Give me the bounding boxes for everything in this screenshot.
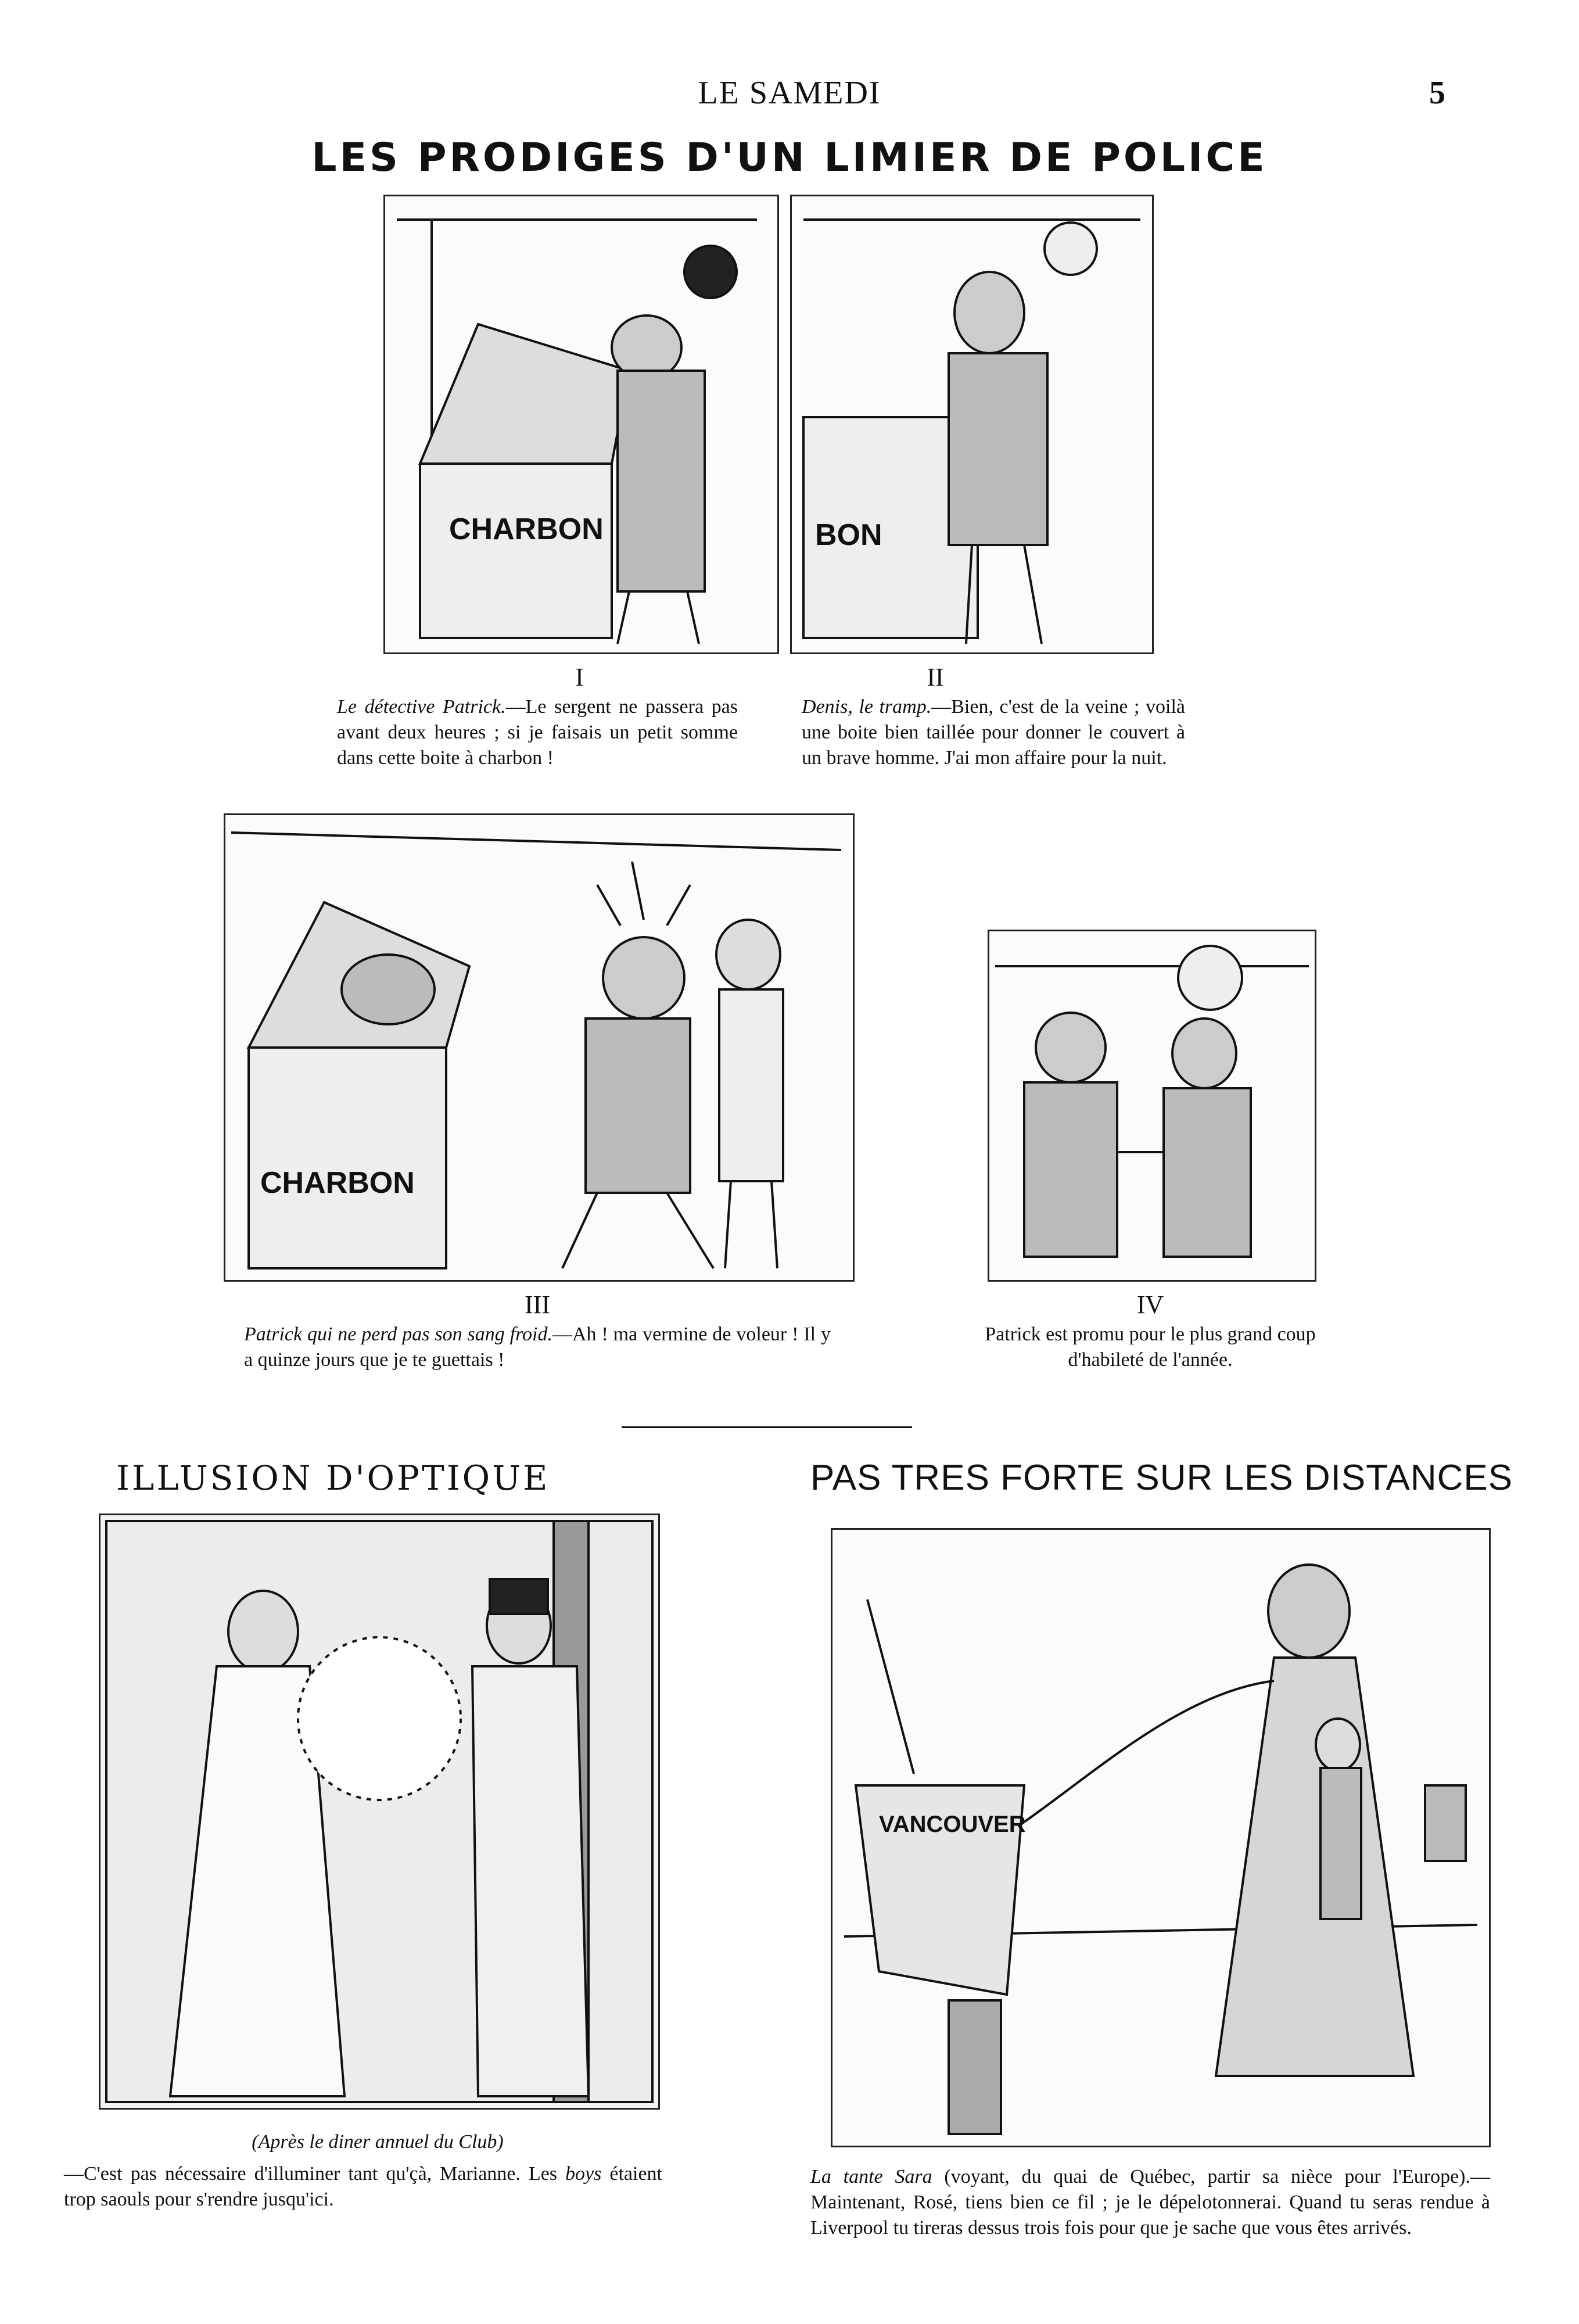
illusion-text-before: —C'est pas nécessaire d'illuminer tant qu'çà, Marianne. Les <box>64 2163 566 2185</box>
page-number: 5 <box>1429 75 1445 111</box>
panel-1-caption <box>337 694 738 771</box>
ship-name: VANCOUVER <box>879 1812 1026 1837</box>
panel-3-box-label: CHARBON <box>260 1166 415 1200</box>
panel-1-illustration <box>383 195 779 654</box>
panel-1-box-label: CHARBON <box>449 512 604 546</box>
distances-title: PAS TRES FORTE SUR LES DISTANCES <box>810 1458 1513 1498</box>
panel-2-numeral: II <box>927 663 944 691</box>
panel-3-illustration <box>224 813 855 1282</box>
panel-4-illustration <box>988 930 1316 1282</box>
distances-speaker: La tante Sara <box>810 2166 932 2187</box>
illusion-text-after: étaient trop saouls pour s'rendre jusqu'ici. <box>64 2163 662 2210</box>
panel-3-speaker: Patrick qui ne perd pas son sang froid. <box>244 1324 552 1345</box>
panel-2-caption <box>802 694 1185 771</box>
illusion-text-italic: boys <box>565 2163 602 2185</box>
illusion-illustration <box>99 1514 660 2110</box>
section-divider <box>622 1426 912 1428</box>
panel-4-numeral: IV <box>1136 1290 1164 1319</box>
panel-4-caption: Patrick est promu pour le plus grand coup d'habileté de l'année. <box>985 1324 1316 1371</box>
panel-2-speaker: Denis, le tramp. <box>802 696 932 718</box>
panel-2-box-label: BON <box>815 518 882 552</box>
panel-2-illustration <box>790 195 1154 654</box>
panel-3-numeral: III <box>525 1290 550 1319</box>
illusion-caption <box>64 2161 662 2212</box>
panel-3-text: —Ah ! ma vermine de voleur ! Il y a quinze jours que je te guettais ! <box>244 1324 831 1371</box>
distances-text: (voyant, du quai de Québec, partir sa nièce pour l'Europe).—Maintenant, Rosé, tiens bien ce fil ; je le dépelotonnerai. Quand tu seras rendue à Liverpool tu tireras dessus trois fois pour que je sache que vous êtes arrivés. <box>810 2166 1490 2239</box>
panel-2-text: —Bien, c'est de la veine ; voilà une boite bien taillée pour donner le couvert à un brave homme. J'ai mon affaire pour la nuit. <box>802 696 1186 769</box>
comic-title: LES PRODIGES D'UN LIMIER DE POLICE <box>311 135 1268 181</box>
distances-caption <box>810 2164 1490 2241</box>
panel-1-speaker: Le détective Patrick. <box>337 696 506 718</box>
panel-1-numeral: I <box>575 663 584 691</box>
distances-illustration <box>831 1528 1491 2147</box>
illusion-title: ILLUSION D'OPTIQUE <box>116 1458 550 1498</box>
panel-1-text: —Le sergent ne passera pas avant deux heures ; si je faisais un petit somme dans cette boite à charbon ! <box>337 696 738 769</box>
panel-3-caption <box>244 1322 831 1373</box>
illusion-caption-italic: (Après le diner annuel du Club) <box>252 2131 504 2153</box>
newspaper-name: LE SAMEDI <box>698 75 881 111</box>
